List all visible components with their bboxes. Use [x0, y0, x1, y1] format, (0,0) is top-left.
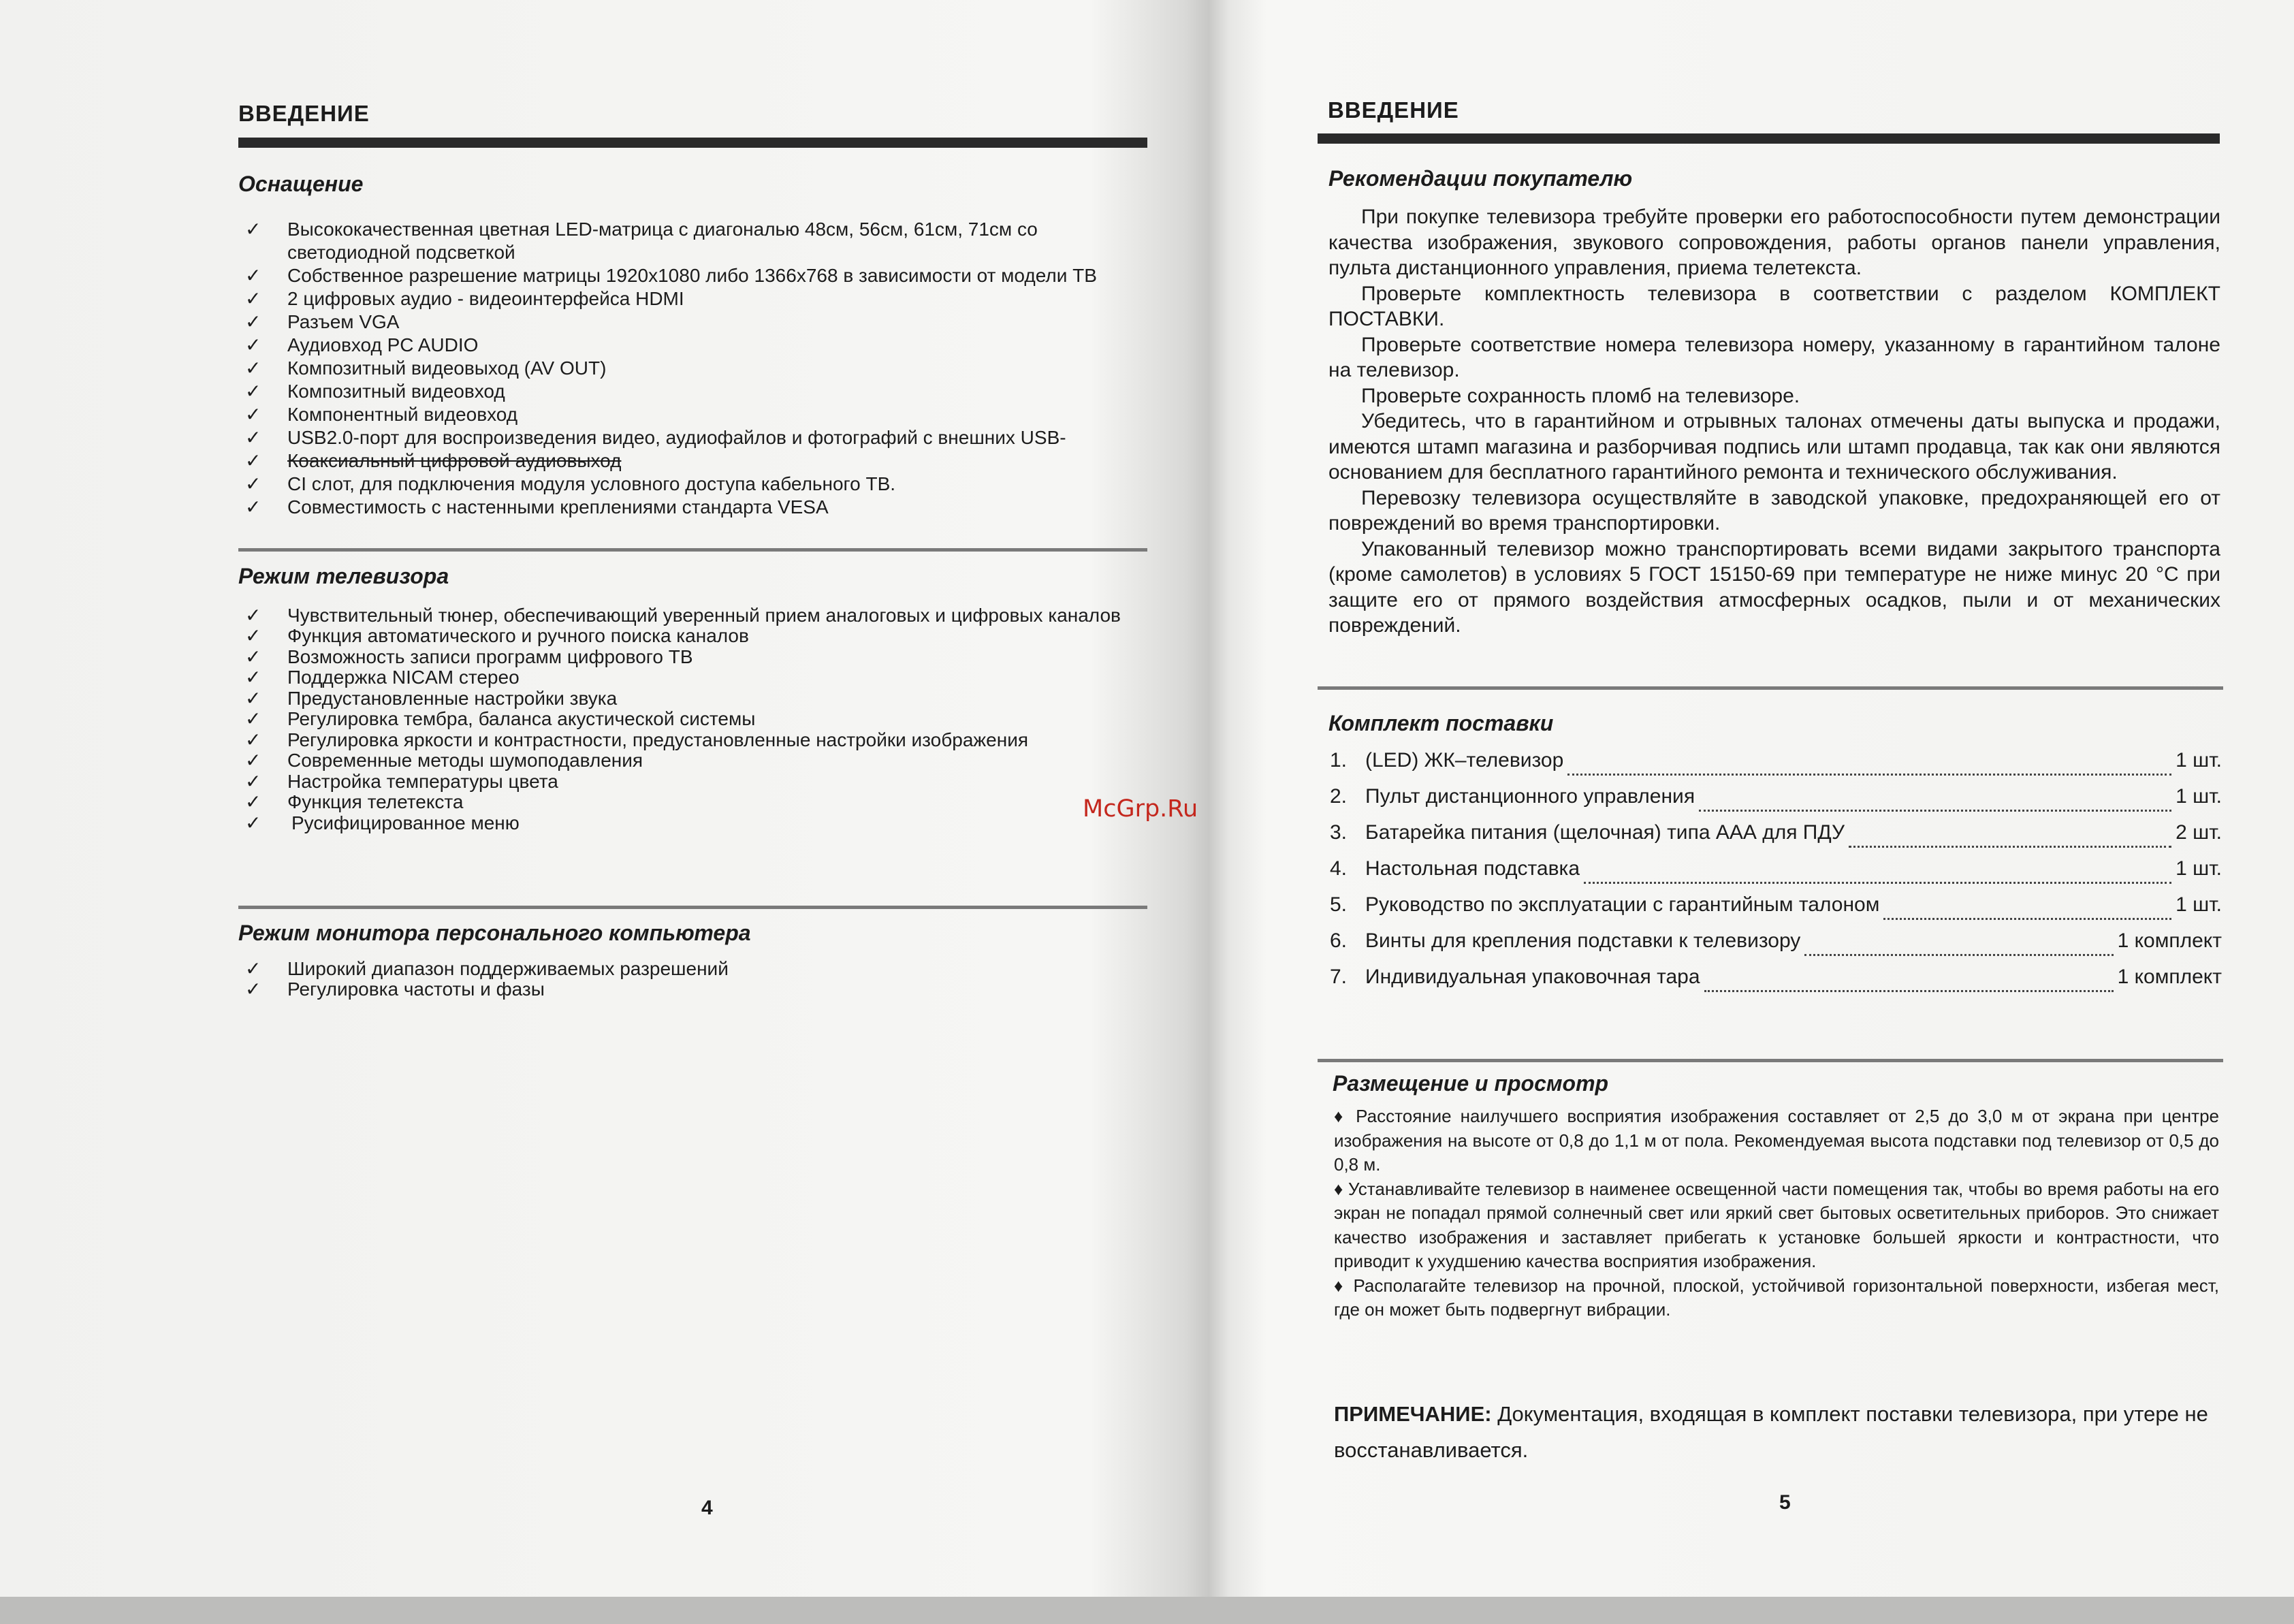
list-item: ✓ Настройка температуры цвета [245, 770, 558, 792]
kit-item: 7. Индивидуальная упаковочная тара 1 комплект [1330, 966, 2222, 1002]
list-item: ✓ Высококачественная цветная LED-матрица с диагональю 48см, 56см, 61см, 71см со светодиодной подсветкой [245, 219, 1038, 263]
list-item: ✓ Регулировка яркости и контрастности, предустановленные настройки изображения [245, 729, 1028, 750]
check-mark-icon: ✓ [245, 404, 261, 425]
check-mark-icon: ✓ [245, 812, 261, 833]
list-item: ✓ Русифицированное меню [245, 812, 520, 833]
page-right [1318, 0, 2227, 1593]
list-item: ✓ Предустановленные настройки звука [245, 687, 618, 709]
kit-item: 1. (LED) ЖК–телевизор 1 шт. [1330, 749, 2222, 785]
check-mark-icon: ✓ [245, 625, 261, 646]
list-item: ✓ Широкий диапазон поддерживаемых разрешений [245, 958, 729, 979]
check-mark-icon: ✓ [245, 605, 261, 626]
list-item: ✓ Композитный видеовход [245, 381, 505, 402]
check-mark-icon: ✓ [245, 427, 261, 448]
header-rule-right [1318, 133, 2220, 144]
section-divider [1318, 686, 2223, 690]
paragraph: Упакованный телевизор можно транспортировать всеми видами закрытого транспорта (кроме самолетов) в условиях 5 ГОСТ 15150-69 при температуре не ниже минус 20 °С при защите его от прямого воздействия атмосферных осадков, пыли и от механических повреждений. [1328, 537, 2220, 637]
check-mark-icon: ✓ [245, 381, 261, 402]
header-rule-left [238, 138, 1147, 148]
section-title-pc-mode: Режим монитора персонального компьютера [238, 921, 751, 945]
page-header-left: ВВЕДЕНИЕ [238, 101, 370, 126]
page-number-left: 4 [701, 1497, 713, 1519]
scan-bottom-edge [0, 1597, 2294, 1624]
list-item: ✓ Композитный видеовыход (AV OUT) [245, 357, 607, 379]
list-item: ✓ Функция телетекста [245, 791, 464, 812]
check-mark-icon: ✓ [245, 357, 261, 379]
list-item: ✓ Регулировка тембра, баланса акустической системы [245, 708, 756, 729]
check-mark-icon: ✓ [245, 219, 261, 240]
paragraph: При покупке телевизора требуйте проверки его работоспособности путем демонстрации качества изображения, звукового сопровождения, работы органов панели управления, пульта дистанционного управления, приема телетекста. [1328, 206, 2220, 279]
check-mark-icon: ✓ [245, 687, 261, 709]
check-mark-icon: ✓ [245, 958, 261, 979]
recommendations-text [1328, 204, 2220, 639]
list-item: ✓ 2 цифровых аудио - видеоинтерфейса HDMI [245, 288, 684, 309]
check-mark-icon: ✓ [245, 770, 261, 792]
section-title-kit: Комплект поставки [1328, 711, 1554, 735]
section-title-placement: Размещение и просмотр [1333, 1071, 1609, 1096]
page-left [238, 0, 1147, 1593]
bullet-paragraph: ♦ Располагайте телевизор на прочной, плоской, устойчивой горизонтальной поверхности, избегая мест, где он может быть подвергнут вибрации. [1334, 1275, 2219, 1320]
kit-item: 2. Пульт дистанционного управления 1 шт. [1330, 785, 2222, 821]
list-item: ✓ Регулировка частоты и фазы [245, 978, 545, 1000]
kit-item: 4. Настольная подставка 1 шт. [1330, 857, 2222, 893]
paragraph: Проверьте сохранность пломб на телевизоре. [1361, 384, 1800, 407]
list-item: ✓ Разъем VGA [245, 311, 400, 332]
equipment-list [245, 218, 1144, 519]
check-mark-icon: ✓ [245, 791, 261, 812]
page-number-right: 5 [1779, 1491, 1791, 1514]
section-divider [1318, 1059, 2223, 1062]
note-text: Документация, входящая в комплект поставки телевизора, при утере не восстанавливается. [1334, 1402, 2208, 1462]
list-item: ✓ Аудиовход PC AUDIO [245, 334, 479, 355]
list-item: ✓ Современные методы шумоподавления [245, 750, 643, 771]
list-item: ✓ Функция автоматического и ручного поиска каналов [245, 625, 749, 646]
kit-item: 6. Винты для крепления подставки к телевизору 1 комплект [1330, 929, 2222, 966]
list-item: ✓ CI слот, для подключения модуля условного доступа кабельного ТВ. [245, 473, 896, 494]
watermark-text: McGrp.Ru [1083, 795, 1198, 823]
paragraph: Перевозку телевизора осуществляйте в заводской упаковке, предохраняющей его от повреждений во время транспортировки. [1328, 486, 2220, 535]
check-mark-icon: ✓ [245, 450, 261, 471]
list-item: ✓ USB2.0-порт для воспроизведения видео, аудиофайлов и фотографий с внешних USB- [245, 427, 1066, 448]
kit-item: 5. Руководство по эксплуатации с гарантийным талоном 1 шт. [1330, 893, 2222, 929]
page-header-right: ВВЕДЕНИЕ [1328, 97, 1459, 123]
list-item: ✓ Совместимость с настенными креплениями стандарта VESA [245, 496, 829, 518]
check-mark-icon: ✓ [245, 473, 261, 494]
paragraph: Проверьте соответствие номера телевизора номеру, указанному в гарантийном талоне на телевизор. [1328, 333, 2220, 381]
bullet-paragraph: ♦ Расстояние наилучшего восприятия изображения составляет от 2,5 до 3,0 м от экрана при центре изображения на высоте от 0,8 до 1,1 м от пола. Рекомендуемая высота подставки под телевизор от 0,5 до 0,8 м. [1334, 1106, 2219, 1175]
check-mark-icon: ✓ [245, 311, 261, 332]
section-title-tv-mode: Режим телевизора [238, 564, 449, 588]
tv-mode-list [245, 605, 1144, 833]
section-divider [238, 548, 1147, 552]
check-mark-icon: ✓ [245, 334, 261, 355]
check-mark-icon: ✓ [245, 667, 261, 688]
check-mark-icon: ✓ [245, 978, 261, 1000]
section-title-recommendations: Рекомендации покупателю [1328, 166, 1633, 191]
check-mark-icon: ✓ [245, 265, 261, 286]
check-mark-icon: ✓ [245, 708, 261, 729]
note-label: ПРИМЕЧАНИЕ: [1334, 1402, 1492, 1426]
note-block [1334, 1396, 2219, 1468]
list-item: ✓ Собственное разрешение матрицы 1920x1080 либо 1366x768 в зависимости от модели ТВ [245, 265, 1097, 286]
list-item: ✓ Компонентный видеовход [245, 404, 518, 425]
check-mark-icon: ✓ [245, 646, 261, 667]
list-item: ✓ Возможность записи программ цифрового ТВ [245, 646, 693, 667]
kit-list [1330, 749, 2222, 1002]
placement-text [1334, 1104, 2219, 1322]
list-item: ✓ Поддержка NICAM стерео [245, 667, 520, 688]
paragraph: Проверьте комплектность телевизора в соответствии с разделом КОМПЛЕКТ ПОСТАВКИ. [1328, 282, 2220, 330]
section-title-equipment: Оснащение [238, 172, 364, 196]
check-mark-icon: ✓ [245, 496, 261, 518]
paragraph: Убедитесь, что в гарантийном и отрывных талонах отмечены даты выпуска и продажи, имеются штамп магазина и разборчивая подпись или штамп продавца, так как они являются основанием для бесплатного гарантийного ремонта и технического обслуживания. [1328, 410, 2220, 483]
check-mark-icon: ✓ [245, 729, 261, 750]
bullet-paragraph: ♦ Устанавливайте телевизор в наименее освещенной части помещения так, чтобы во время работы на его экран не попадал прямой солнечный свет или яркий свет бытовых осветительных приборов. Это снижает качество изображения и заставляет прибегать к установке большей яркости и контрастности, что приводит к ухудшению качества восприятия изображения. [1334, 1178, 2219, 1271]
check-mark-icon: ✓ [245, 750, 261, 771]
section-divider [238, 906, 1147, 909]
kit-item: 3. Батарейка питания (щелочная) типа ААА для ПДУ 2 шт. [1330, 821, 2222, 857]
list-item: ✓ Чувствительный тюнер, обеспечивающий уверенный прием аналоговых и цифровых каналов [245, 605, 1121, 626]
pc-mode-list [245, 959, 1144, 1000]
check-mark-icon: ✓ [245, 288, 261, 309]
list-item: ✓ Коаксиальный цифровой аудиовыход [245, 450, 622, 471]
